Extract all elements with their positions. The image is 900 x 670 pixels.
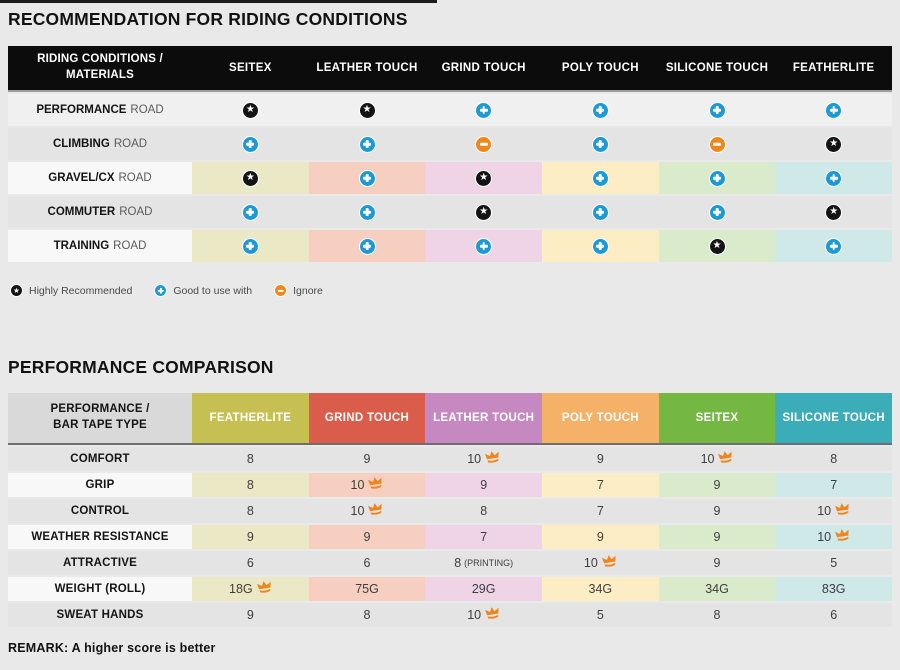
legend-item [10, 284, 132, 297]
score-cell [775, 525, 892, 549]
score-value: 8 [363, 608, 371, 622]
plus-icon [242, 204, 259, 221]
score-cell [425, 499, 542, 523]
rating-cell [309, 162, 426, 194]
score-value: 6 [246, 556, 254, 570]
star-icon [242, 170, 259, 187]
header-separator [8, 443, 892, 445]
rating-cell [192, 94, 309, 126]
star-glyph: ★ [13, 285, 20, 295]
condition-suffix: ROAD [113, 240, 147, 252]
score-cell [542, 577, 659, 601]
column-header: POLY TOUCH [561, 62, 639, 74]
crown-icon [256, 580, 273, 594]
star-glyph: ★ [712, 239, 722, 251]
plus-icon [242, 238, 259, 255]
score-cell [775, 603, 892, 627]
column-header: GRIND TOUCH [309, 393, 426, 443]
score-value: 75G [355, 582, 379, 596]
score-cell [309, 551, 426, 575]
plus-icon [592, 102, 609, 119]
rating-cell [542, 128, 659, 160]
star-glyph: ★ [245, 103, 255, 115]
rating-cell [425, 128, 542, 160]
riding-row-label [8, 196, 192, 228]
riding-row-label [8, 162, 192, 194]
score-value: 7 [596, 478, 604, 492]
rating-cell [542, 196, 659, 228]
score-cell [542, 473, 659, 497]
rating-cell [425, 162, 542, 194]
performance-table [8, 393, 892, 627]
rating-cell [425, 230, 542, 262]
score-cell [425, 551, 542, 575]
score-value: 10 [467, 452, 482, 466]
rating-cell [309, 94, 426, 126]
performance-row-label: WEATHER RESISTANCE [31, 531, 169, 543]
plus-icon [825, 170, 842, 187]
score-value: 34G [588, 582, 613, 596]
crown-icon [484, 450, 501, 464]
corner-line-2: BAR TAPE TYPE [53, 419, 147, 431]
score-value: 8 [454, 556, 462, 570]
plus-icon [359, 170, 376, 187]
performance-table-header [8, 393, 892, 443]
star-glyph: ★ [245, 171, 255, 183]
score-cell [542, 551, 659, 575]
score-value: 34G [705, 582, 729, 596]
minus-icon [274, 284, 287, 297]
riding-conditions-table [8, 46, 892, 262]
performance-comparison-title: PERFORMANCE COMPARISON [8, 357, 274, 377]
plus-icon [709, 170, 726, 187]
condition-name: COMMUTER [47, 206, 116, 218]
riding-corner-header [8, 46, 192, 90]
score-value: 9 [713, 504, 721, 518]
crown-icon [834, 528, 851, 542]
column-header: FEATHERLITE [192, 393, 309, 443]
score-cell [542, 603, 659, 627]
plus-icon [475, 102, 492, 119]
legend-item [274, 284, 323, 297]
score-value: 9 [713, 556, 721, 570]
crown-icon [834, 502, 851, 516]
score-value: 5 [596, 608, 604, 622]
condition-suffix: ROAD [113, 138, 148, 150]
riding-row [8, 230, 892, 262]
plus-icon [592, 204, 609, 221]
score-value: 10 [350, 478, 365, 492]
performance-row [8, 447, 892, 471]
condition-name: GRAVEL/CX [48, 172, 115, 184]
legend-label: Highly Recommended [29, 284, 133, 297]
plus-icon [154, 284, 167, 297]
score-value: 6 [830, 608, 838, 622]
column-header: SEITEX [659, 393, 776, 443]
score-cell [542, 525, 659, 549]
score-cell [775, 551, 892, 575]
condition-name: CLIMBING [52, 138, 110, 150]
score-cell [192, 603, 309, 627]
performance-row-label: COMFORT [70, 453, 130, 465]
score-cell [542, 447, 659, 471]
performance-row-label: ATTRACTIVE [63, 557, 137, 569]
performance-row [8, 551, 892, 575]
score-note: (PRINTING) [464, 558, 514, 568]
score-value: 7 [596, 504, 604, 518]
rating-cell [309, 230, 426, 262]
rating-cell [542, 94, 659, 126]
score-value: 10 [583, 556, 598, 570]
score-value: 8 [480, 504, 488, 518]
score-cell [542, 499, 659, 523]
riding-row [8, 94, 892, 126]
score-cell [425, 577, 542, 601]
star-icon [242, 102, 259, 119]
score-cell [425, 447, 542, 471]
column-header: SEITEX [228, 62, 272, 74]
score-cell [659, 499, 776, 523]
riding-conditions-title: RECOMMENDATION FOR RIDING CONDITIONS [8, 9, 408, 29]
score-value: 29G [471, 582, 496, 596]
rating-cell [659, 230, 776, 262]
crown-icon [718, 450, 735, 464]
minus-icon [475, 136, 492, 153]
column-header: LEATHER TOUCH [425, 393, 542, 443]
score-cell [192, 447, 309, 471]
score-cell [192, 525, 309, 549]
rating-cell [192, 162, 309, 194]
score-value: 8 [830, 452, 838, 466]
rating-cell [192, 196, 309, 228]
score-value: 9 [713, 478, 721, 492]
star-glyph: ★ [362, 103, 372, 115]
corner-line-1: PERFORMANCE / [50, 403, 150, 416]
performance-row-label: CONTROL [70, 505, 130, 517]
rating-cell [659, 196, 776, 228]
rating-legend [10, 284, 345, 297]
rating-cell [542, 230, 659, 262]
rating-cell [659, 162, 776, 194]
performance-table-rows [8, 447, 892, 627]
condition-suffix: ROAD [119, 206, 153, 218]
riding-row [8, 162, 892, 194]
score-cell [659, 525, 776, 549]
score-value: 9 [363, 452, 371, 466]
crown-icon [368, 502, 385, 516]
score-cell [659, 551, 776, 575]
crown-icon [484, 606, 501, 620]
score-cell [192, 577, 309, 601]
star-icon [475, 204, 492, 221]
star-glyph: ★ [829, 137, 839, 149]
crown-icon [368, 476, 385, 490]
score-cell [659, 473, 776, 497]
column-header: SILICONE TOUCH [665, 62, 769, 74]
score-cell [659, 447, 776, 471]
riding-row-label [8, 230, 192, 262]
score-value: 10 [817, 504, 832, 518]
condition-name: PERFORMANCE [36, 104, 127, 116]
star-glyph: ★ [829, 205, 839, 217]
performance-row [8, 499, 892, 523]
plus-icon [709, 102, 726, 119]
score-cell [775, 447, 892, 471]
plus-icon [592, 136, 609, 153]
score-cell [309, 525, 426, 549]
score-cell [425, 603, 542, 627]
star-glyph: ★ [479, 171, 489, 183]
riding-table-rows [8, 94, 892, 262]
top-accent-bar [0, 0, 437, 3]
score-value: 10 [350, 504, 365, 518]
star-icon [825, 204, 842, 221]
plus-icon [592, 238, 609, 255]
performance-row [8, 473, 892, 497]
rating-cell [192, 230, 309, 262]
rating-cell [775, 128, 892, 160]
score-cell [775, 473, 892, 497]
score-cell [309, 473, 426, 497]
remark-text: REMARK: A higher score is better [8, 641, 216, 655]
column-header: GRIND TOUCH [441, 62, 526, 74]
score-value: 5 [830, 556, 838, 570]
score-value: 8 [713, 608, 721, 622]
score-cell [192, 473, 309, 497]
score-value: 9 [363, 530, 371, 544]
plus-icon [825, 102, 842, 119]
plus-icon [709, 204, 726, 221]
performance-row-label: WEIGHT (ROLL) [54, 583, 146, 595]
score-value: 83G [821, 582, 846, 596]
score-cell [309, 447, 426, 471]
column-header: FEATHERLITE [792, 62, 875, 74]
score-value: 8 [246, 504, 254, 518]
column-header: SILICONE TOUCH [775, 393, 892, 443]
riding-row-label [8, 128, 192, 160]
rating-cell [425, 94, 542, 126]
rating-cell [775, 162, 892, 194]
star-icon [825, 136, 842, 153]
performance-row [8, 525, 892, 549]
star-icon [359, 102, 376, 119]
rating-cell [309, 128, 426, 160]
score-cell [309, 499, 426, 523]
score-value: 9 [596, 452, 604, 466]
score-value: 8 [246, 452, 254, 466]
rating-cell [775, 94, 892, 126]
star-icon [10, 284, 23, 297]
legend-label: Ignore [293, 284, 323, 297]
performance-row-label: SWEAT HANDS [56, 609, 144, 621]
rating-cell [775, 196, 892, 228]
performance-corner-header [8, 393, 192, 443]
corner-line-1: RIDING CONDITIONS / [37, 53, 163, 66]
plus-icon [475, 238, 492, 255]
rating-cell [309, 196, 426, 228]
condition-name: TRAINING [53, 240, 110, 252]
score-value: 9 [246, 608, 254, 622]
legend-label: Good to use with [173, 284, 253, 297]
condition-suffix: ROAD [118, 172, 152, 184]
plus-icon [359, 238, 376, 255]
score-value: 18G [229, 582, 253, 596]
plus-icon [825, 238, 842, 255]
performance-row-label: GRIP [85, 479, 115, 491]
score-value: 9 [246, 530, 254, 544]
score-cell [309, 603, 426, 627]
minus-icon [709, 136, 726, 153]
score-cell [425, 473, 542, 497]
legend-item [154, 284, 252, 297]
score-cell [775, 577, 892, 601]
score-value: 6 [363, 556, 371, 570]
score-value: 10 [817, 530, 832, 544]
score-value: 9 [713, 530, 721, 544]
score-cell [192, 551, 309, 575]
rating-cell [425, 196, 542, 228]
rating-cell [192, 128, 309, 160]
performance-row [8, 603, 892, 627]
plus-icon [359, 204, 376, 221]
score-value: 10 [700, 452, 715, 466]
score-cell [425, 525, 542, 549]
plus-icon [592, 170, 609, 187]
score-value: 9 [596, 530, 604, 544]
score-cell [659, 603, 776, 627]
header-separator [8, 90, 892, 92]
score-value: 7 [830, 478, 838, 492]
score-value: 9 [480, 478, 488, 492]
score-cell [192, 499, 309, 523]
plus-icon [242, 136, 259, 153]
column-header: POLY TOUCH [542, 393, 659, 443]
star-icon [709, 238, 726, 255]
plus-icon [359, 136, 376, 153]
riding-row [8, 128, 892, 160]
riding-row-label [8, 94, 192, 126]
condition-suffix: ROAD [130, 104, 164, 116]
score-value: 10 [467, 608, 482, 622]
riding-row [8, 196, 892, 228]
performance-row [8, 577, 892, 601]
score-value: 7 [480, 530, 488, 544]
rating-cell [659, 128, 776, 160]
rating-cell [542, 162, 659, 194]
score-cell [775, 499, 892, 523]
rating-cell [775, 230, 892, 262]
column-header: LEATHER TOUCH [316, 62, 418, 74]
corner-line-2: MATERIALS [65, 69, 135, 81]
score-cell [309, 577, 426, 601]
star-icon [475, 170, 492, 187]
rating-cell [659, 94, 776, 126]
crown-icon [601, 554, 618, 568]
riding-table-header [8, 46, 892, 90]
star-glyph: ★ [479, 205, 489, 217]
score-cell [659, 577, 776, 601]
score-value: 8 [246, 478, 254, 492]
